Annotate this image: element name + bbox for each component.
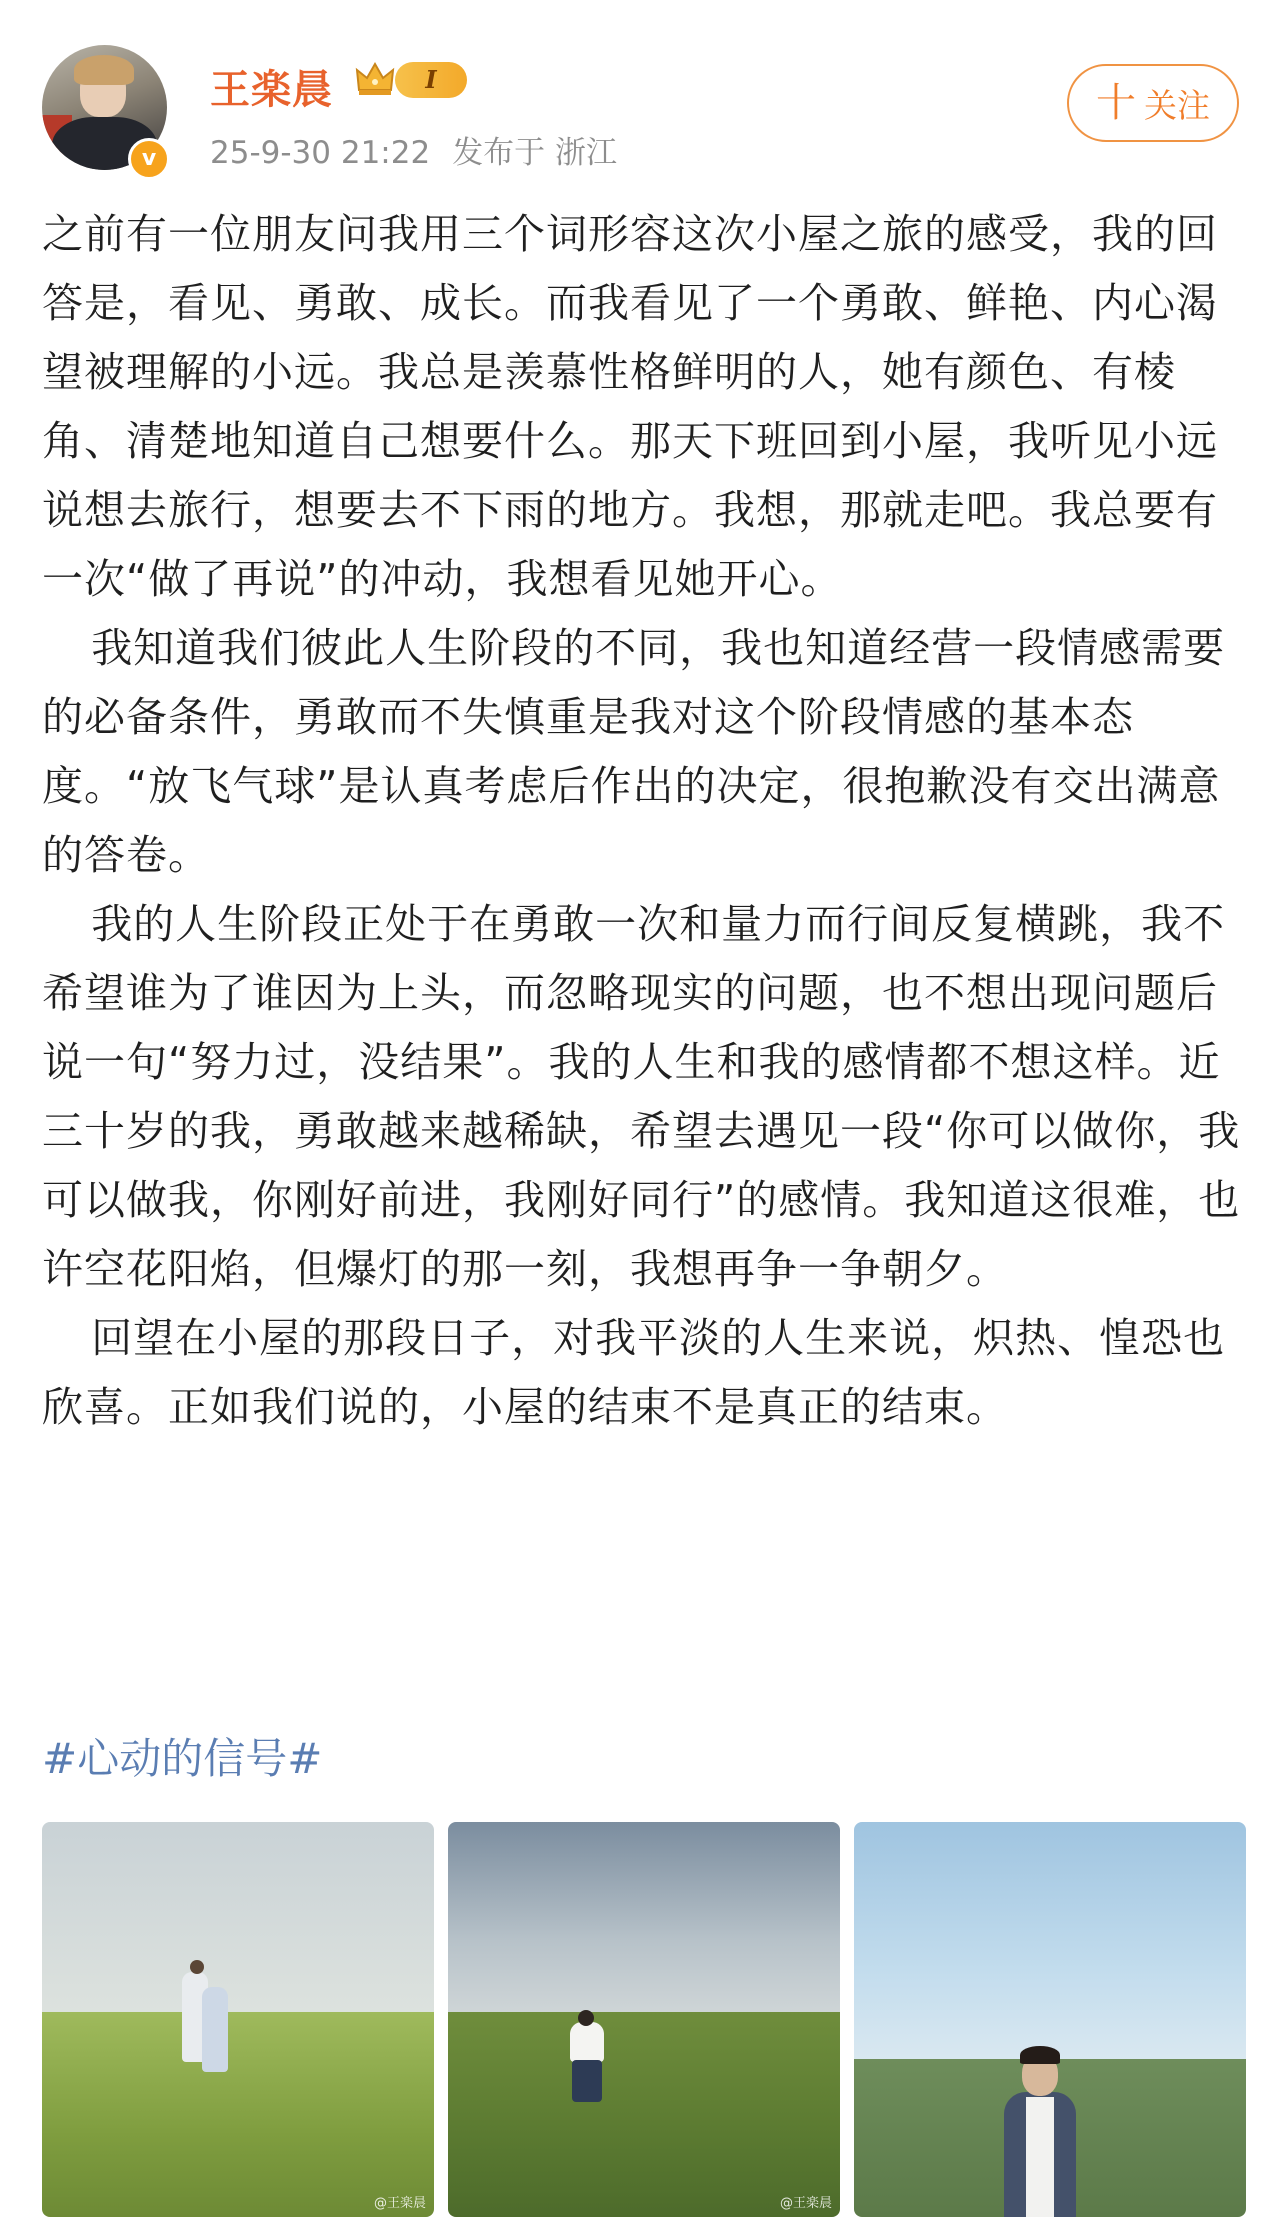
crown-icon (355, 60, 395, 98)
plus-icon: 十 (1096, 80, 1136, 126)
photo-watermark: @王楽晨 (779, 2196, 832, 2211)
photo-sky (42, 1822, 434, 2039)
username[interactable]: 王楽晨 (210, 67, 333, 113)
topic-hashtag-link[interactable]: #心动的信号# (42, 1734, 323, 1783)
post-paragraph: 我的人生阶段正处于在勇敢一次和量力而行间反复横跳，我不希望谁为了谁因为上头，而忽略现实的问题，也不想出现问题后说一句“努力过，没结果”。我的人生和我的感情都不想这样。近三十岁的我，勇敢越来越稀缺，希望去遇见一段“你可以做你，我可以做我，你刚好前进，我刚好同行”的感情。我知道这很难，也许空花阳焰，但爆灯的那一刻，我想再争一争朝夕。 (42, 900, 1241, 1293)
follow-label: 关注 (1144, 85, 1210, 125)
photo-watermark: @王楽晨 (373, 2196, 426, 2211)
level-badge: I (395, 62, 467, 98)
follow-button[interactable] (1067, 64, 1239, 142)
post-meta (210, 127, 639, 172)
post-timestamp: 25-9-30 21:22 (210, 135, 431, 171)
photo-grass (448, 2012, 840, 2217)
photo-person-shirt (1026, 2097, 1054, 2217)
avatar-hair (74, 55, 134, 85)
photo-thumbnail[interactable] (448, 1822, 840, 2217)
photo-person-head (578, 2010, 594, 2026)
post-paragraph: 之前有一位朋友问我用三个词形容这次小屋之旅的感受，我的回答是，看见、勇敢、成长。而我看见了一个勇敢、鲜艳、内心渴望被理解的小远。我总是羡慕性格鲜明的人，她有颜色、有棱角、清楚地知道自己想要什么。那天下班回到小屋，我听见小远说想去旅行，想要去不下雨的地方。我想，那就走吧。我总要有一次“做了再说”的冲动，我想看见她开心。 (42, 210, 1218, 603)
post-paragraph: 回望在小屋的那段日子，对我平淡的人生来说，炽热、惶恐也欣喜。正如我们说的，小屋的结束不是真正的结束。 (42, 1314, 1226, 1431)
photo-sky (448, 1822, 840, 2039)
post-paragraph: 我知道我们彼此人生阶段的不同，我也知道经营一段情感需要的必备条件，勇敢而不失慎重是我对这个阶段情感的基本态度。“放飞气球”是认真考虑后作出的决定，很抱歉没有交出满意的答卷。 (42, 624, 1226, 879)
photo-grass (42, 2012, 434, 2217)
photo-person (570, 2022, 604, 2062)
photo-thumbnail[interactable] (854, 1822, 1246, 2217)
post-body (42, 200, 1247, 1442)
photo-person-head (190, 1960, 204, 1974)
post-header (0, 0, 1284, 190)
photo-sky (854, 1822, 1246, 2067)
photo-thumbnail[interactable] (42, 1822, 434, 2217)
photo-person-hair (1020, 2046, 1060, 2064)
photo-person-legs (572, 2060, 602, 2102)
verified-badge-icon: v (128, 138, 170, 180)
post-location: 发布于 浙江 (452, 135, 618, 171)
photo-person (202, 1987, 228, 2072)
photo-grid (42, 1822, 1247, 2217)
